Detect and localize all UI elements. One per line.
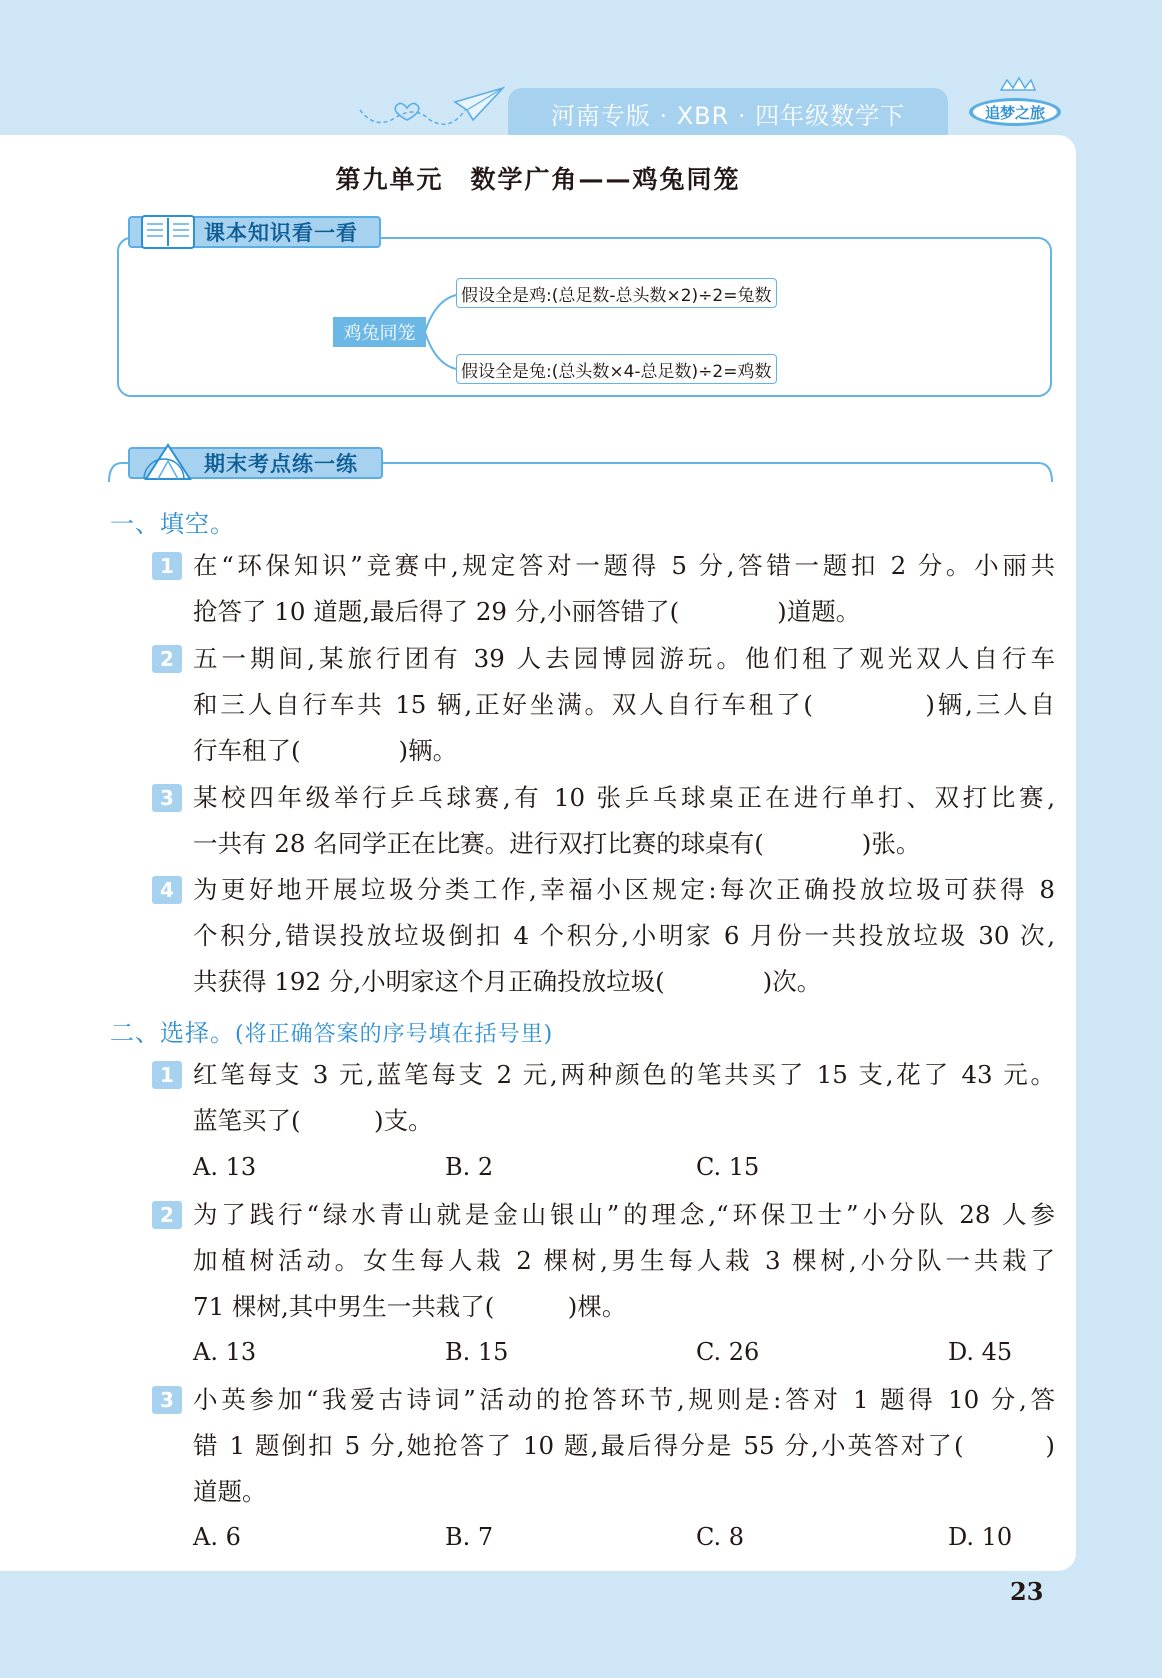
section-2-note: (将正确答案的序号填在括号里): [235, 1022, 554, 1047]
option-b: B. 2: [445, 1153, 494, 1181]
question-number: 2: [152, 645, 182, 673]
question-text: 小英参加“我爱古诗词”活动的抢答环节,规则是:答对 1 题得 10 分,答: [193, 1385, 1055, 1414]
question-text: 蓝笔买了( )支。: [193, 1106, 433, 1135]
question-text: 个积分,错误投放垃圾倒扣 4 个积分,小明家 6 月份一共投放垃圾 30 次,: [193, 921, 1055, 950]
question-text: 加植树活动。女生每人栽 2 棵树,男生每人栽 3 棵树,小分队一共栽了: [193, 1246, 1055, 1275]
question-number: 3: [152, 1386, 182, 1414]
section-1-heading: 一、填空。: [110, 510, 235, 538]
header-book-label: 河南专版 · XBR · 四年级数学下: [508, 88, 948, 138]
question-number: 4: [152, 876, 182, 904]
question-text: 红笔每支 3 元,蓝笔每支 2 元,两种颜色的笔共买了 15 支,花了 43 元。: [193, 1060, 1055, 1089]
unit-title: 第九单元 数学广角——鸡兔同笼: [335, 165, 741, 194]
question-text: 行车租了( )辆。: [193, 736, 458, 765]
question-text: 为更好地开展垃圾分类工作,幸福小区规定:每次正确投放垃圾可获得 8: [193, 875, 1055, 904]
question-text: 错 1 题倒扣 5 分,她抢答了 10 题,最后得分是 55 分,小英答对了( ): [193, 1431, 1055, 1460]
option-c: C. 15: [696, 1153, 760, 1181]
option-c: C. 8: [696, 1523, 745, 1551]
question-text: 共获得 192 分,小明家这个月正确投放垃圾( )次。: [193, 967, 822, 996]
knowledge-tag-label: 课本知识看一看: [204, 221, 358, 245]
knowledge-tag: [128, 216, 381, 248]
option-d: D. 45: [948, 1338, 1013, 1366]
question-text: 和三人自行车共 15 辆,正好坐满。双人自行车租了( )辆,三人自: [193, 690, 1055, 719]
question-text: 在“环保知识”竞赛中,规定答对一题得 5 分,答错一题扣 2 分。小丽共: [193, 551, 1055, 580]
practice-tag: [128, 447, 383, 479]
question-number: 1: [152, 552, 182, 580]
option-c: C. 26: [696, 1338, 760, 1366]
question-text: 为了践行“绿水青山就是金山银山”的理念,“环保卫士”小分队 28 人参: [193, 1200, 1055, 1229]
practice-tag-label: 期末考点练一练: [204, 452, 358, 476]
question-text: 道题。: [193, 1477, 267, 1506]
mindmap-center-node: 鸡兔同笼: [333, 317, 426, 347]
option-d: D. 10: [948, 1523, 1013, 1551]
option-a: A. 13: [193, 1153, 257, 1181]
question-text: 抢答了 10 道题,最后得了 29 分,小丽答错了( )道题。: [193, 597, 861, 626]
question-text: 71 棵树,其中男生一共栽了( )棵。: [193, 1292, 627, 1321]
option-b: B. 7: [445, 1523, 494, 1551]
option-a: A. 6: [193, 1523, 241, 1551]
question-number: 2: [152, 1201, 182, 1229]
section-2-title: 二、选择。: [110, 1019, 235, 1047]
page-number: 23: [1010, 1577, 1044, 1606]
question-text: 某校四年级举行乒乓球赛,有 10 张乒乓球桌正在进行单打、双打比赛,: [193, 783, 1055, 812]
mindmap-branch-chicken: 假设全是鸡:(总足数-总头数×2)÷2=兔数: [456, 278, 777, 308]
option-a: A. 13: [193, 1338, 257, 1366]
logo-text: 追梦之旅: [984, 104, 1046, 122]
question-number: 3: [152, 784, 182, 812]
series-logo: [965, 76, 1065, 140]
question-text: 五一期间,某旅行团有 39 人去园博园游玩。他们租了观光双人自行车: [193, 644, 1055, 673]
paper-plane-icon: [355, 80, 505, 140]
section-2-heading: [110, 1013, 553, 1048]
option-b: B. 15: [445, 1338, 509, 1366]
ruler-triangle-icon: [138, 443, 198, 483]
question-number: 1: [152, 1061, 182, 1089]
question-text: 一共有 28 名同学正在比赛。进行双打比赛的球桌有( )张。: [193, 829, 921, 858]
book-icon: [138, 212, 198, 252]
mindmap-branch-rabbit: 假设全是兔:(总头数×4-总足数)÷2=鸡数: [456, 354, 777, 384]
